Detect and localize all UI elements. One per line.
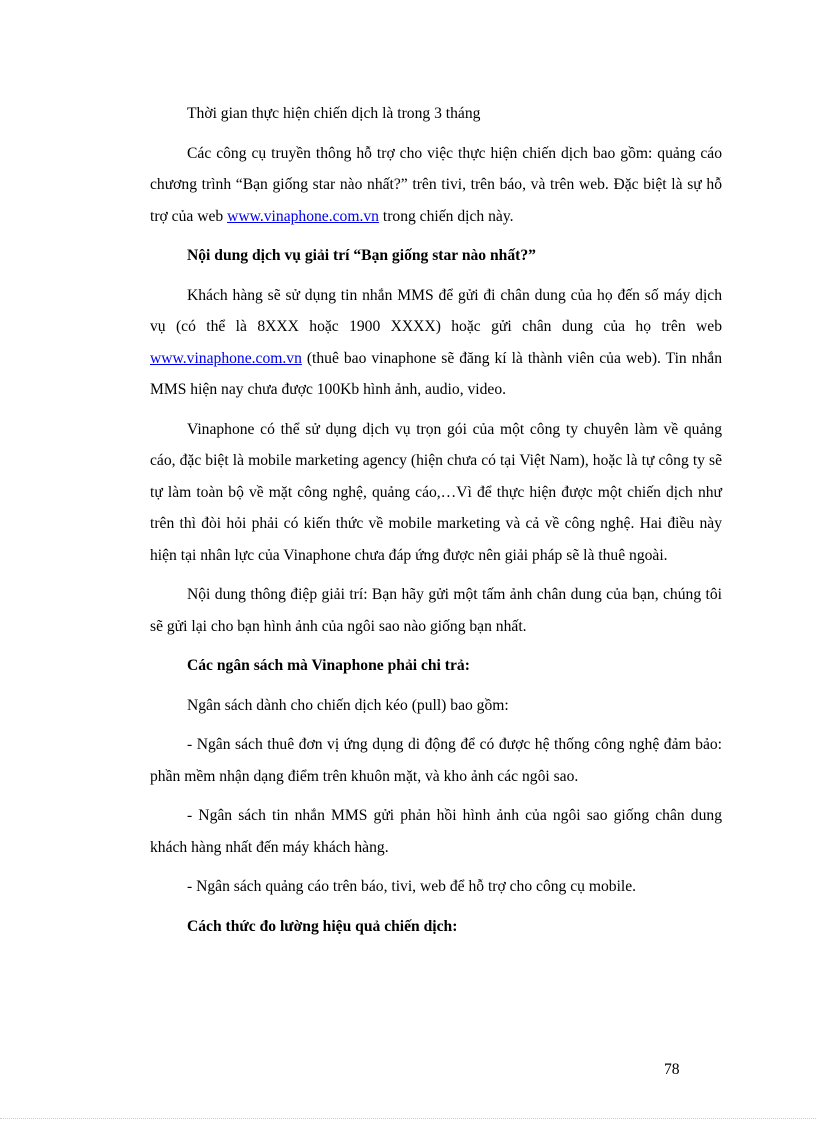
paragraph-text: trong chiến dịch này. <box>378 207 514 225</box>
heading-service-content: Nội dung dịch vụ giải trí “Bạn giống star nào nhất?” <box>187 247 536 264</box>
document-body <box>150 98 722 950</box>
vinaphone-link[interactable]: www.vinaphone.com.vn <box>227 207 379 225</box>
page-number: 78 <box>664 1061 680 1078</box>
paragraph-text: (thuê bao vinaphone sẽ đăng kí là thành viên của web). Tin nhắn MMS hiện nay chưa được 100Kb hình ảnh, audio, video. <box>150 349 722 398</box>
paragraph-budget-mms: - Ngân sách tin nhắn MMS gửi phản hồi hình ảnh của ngôi sao giống chân dung khách hàng nhất đến máy khách hàng. <box>150 807 722 856</box>
paragraph-pull-budget: Ngân sách dành cho chiến dịch kéo (pull) bao gồm: <box>187 696 509 714</box>
paragraph-message-content: Nội dung thông điệp giải trí: Bạn hãy gửi một tấm ảnh chân dung của bạn, chúng tôi sẽ gửi lại cho bạn hình ảnh của ngôi sao nào giống bạn nhất. <box>150 586 722 635</box>
paragraph-budget-tech: - Ngân sách thuê đơn vị ứng dụng di động để có được hệ thống công nghệ đảm bảo: phần mềm nhận dạng điểm trên khuôn mặt, và kho ảnh các ngôi sao. <box>150 736 722 785</box>
paragraph-communication-tools <box>150 138 722 233</box>
paragraph-agency: Vinaphone có thể sử dụng dịch vụ trọn gói của một công ty chuyên làm về quảng cáo, đặc biệt là mobile marketing agency (hiện chưa có tại Việt Nam), hoặc là tự công ty sẽ tự làm toàn bộ về mặt công nghệ, quảng cáo,…Vì để thực hiện được một chiến dịch như trên thì đòi hỏi phải có kiến thức về mobile marketing và cả về công nghệ. Hai điều này hiện tại nhân lực của Vinaphone chưa đáp ứng được nên giải pháp sẽ là thuê ngoài. <box>150 420 722 564</box>
paragraph-duration: Thời gian thực hiện chiến dịch là trong 3 tháng <box>187 105 481 122</box>
vinaphone-link[interactable]: www.vinaphone.com.vn <box>150 349 302 367</box>
paragraph-text: Các công cụ truyền thông hỗ trợ cho việc thực hiện chiến dịch bao gồm: quảng cáo chương trình “Bạn giống star nào nhất?” trên tivi, trên báo, và trên web. Đặc biệt là sự hỗ trợ của web <box>150 144 722 225</box>
heading-measurement: Cách thức đo lường hiệu quả chiến dịch: <box>187 917 458 935</box>
paragraph-text: Khách hàng sẽ sử dụng tin nhắn MMS để gửi đi chân dung của họ đến số máy dịch vụ (có thể là 8XXX hoặc 1900 XXXX) hoặc gửi chân dung của họ trên web <box>150 286 722 335</box>
paragraph-mms-usage <box>150 280 722 406</box>
paragraph-budget-ads: - Ngân sách quảng cáo trên báo, tivi, web để hỗ trợ cho công cụ mobile. <box>187 878 637 895</box>
heading-budget: Các ngân sách mà Vinaphone phải chi trả: <box>187 657 470 674</box>
page-bottom-divider <box>0 1118 816 1119</box>
